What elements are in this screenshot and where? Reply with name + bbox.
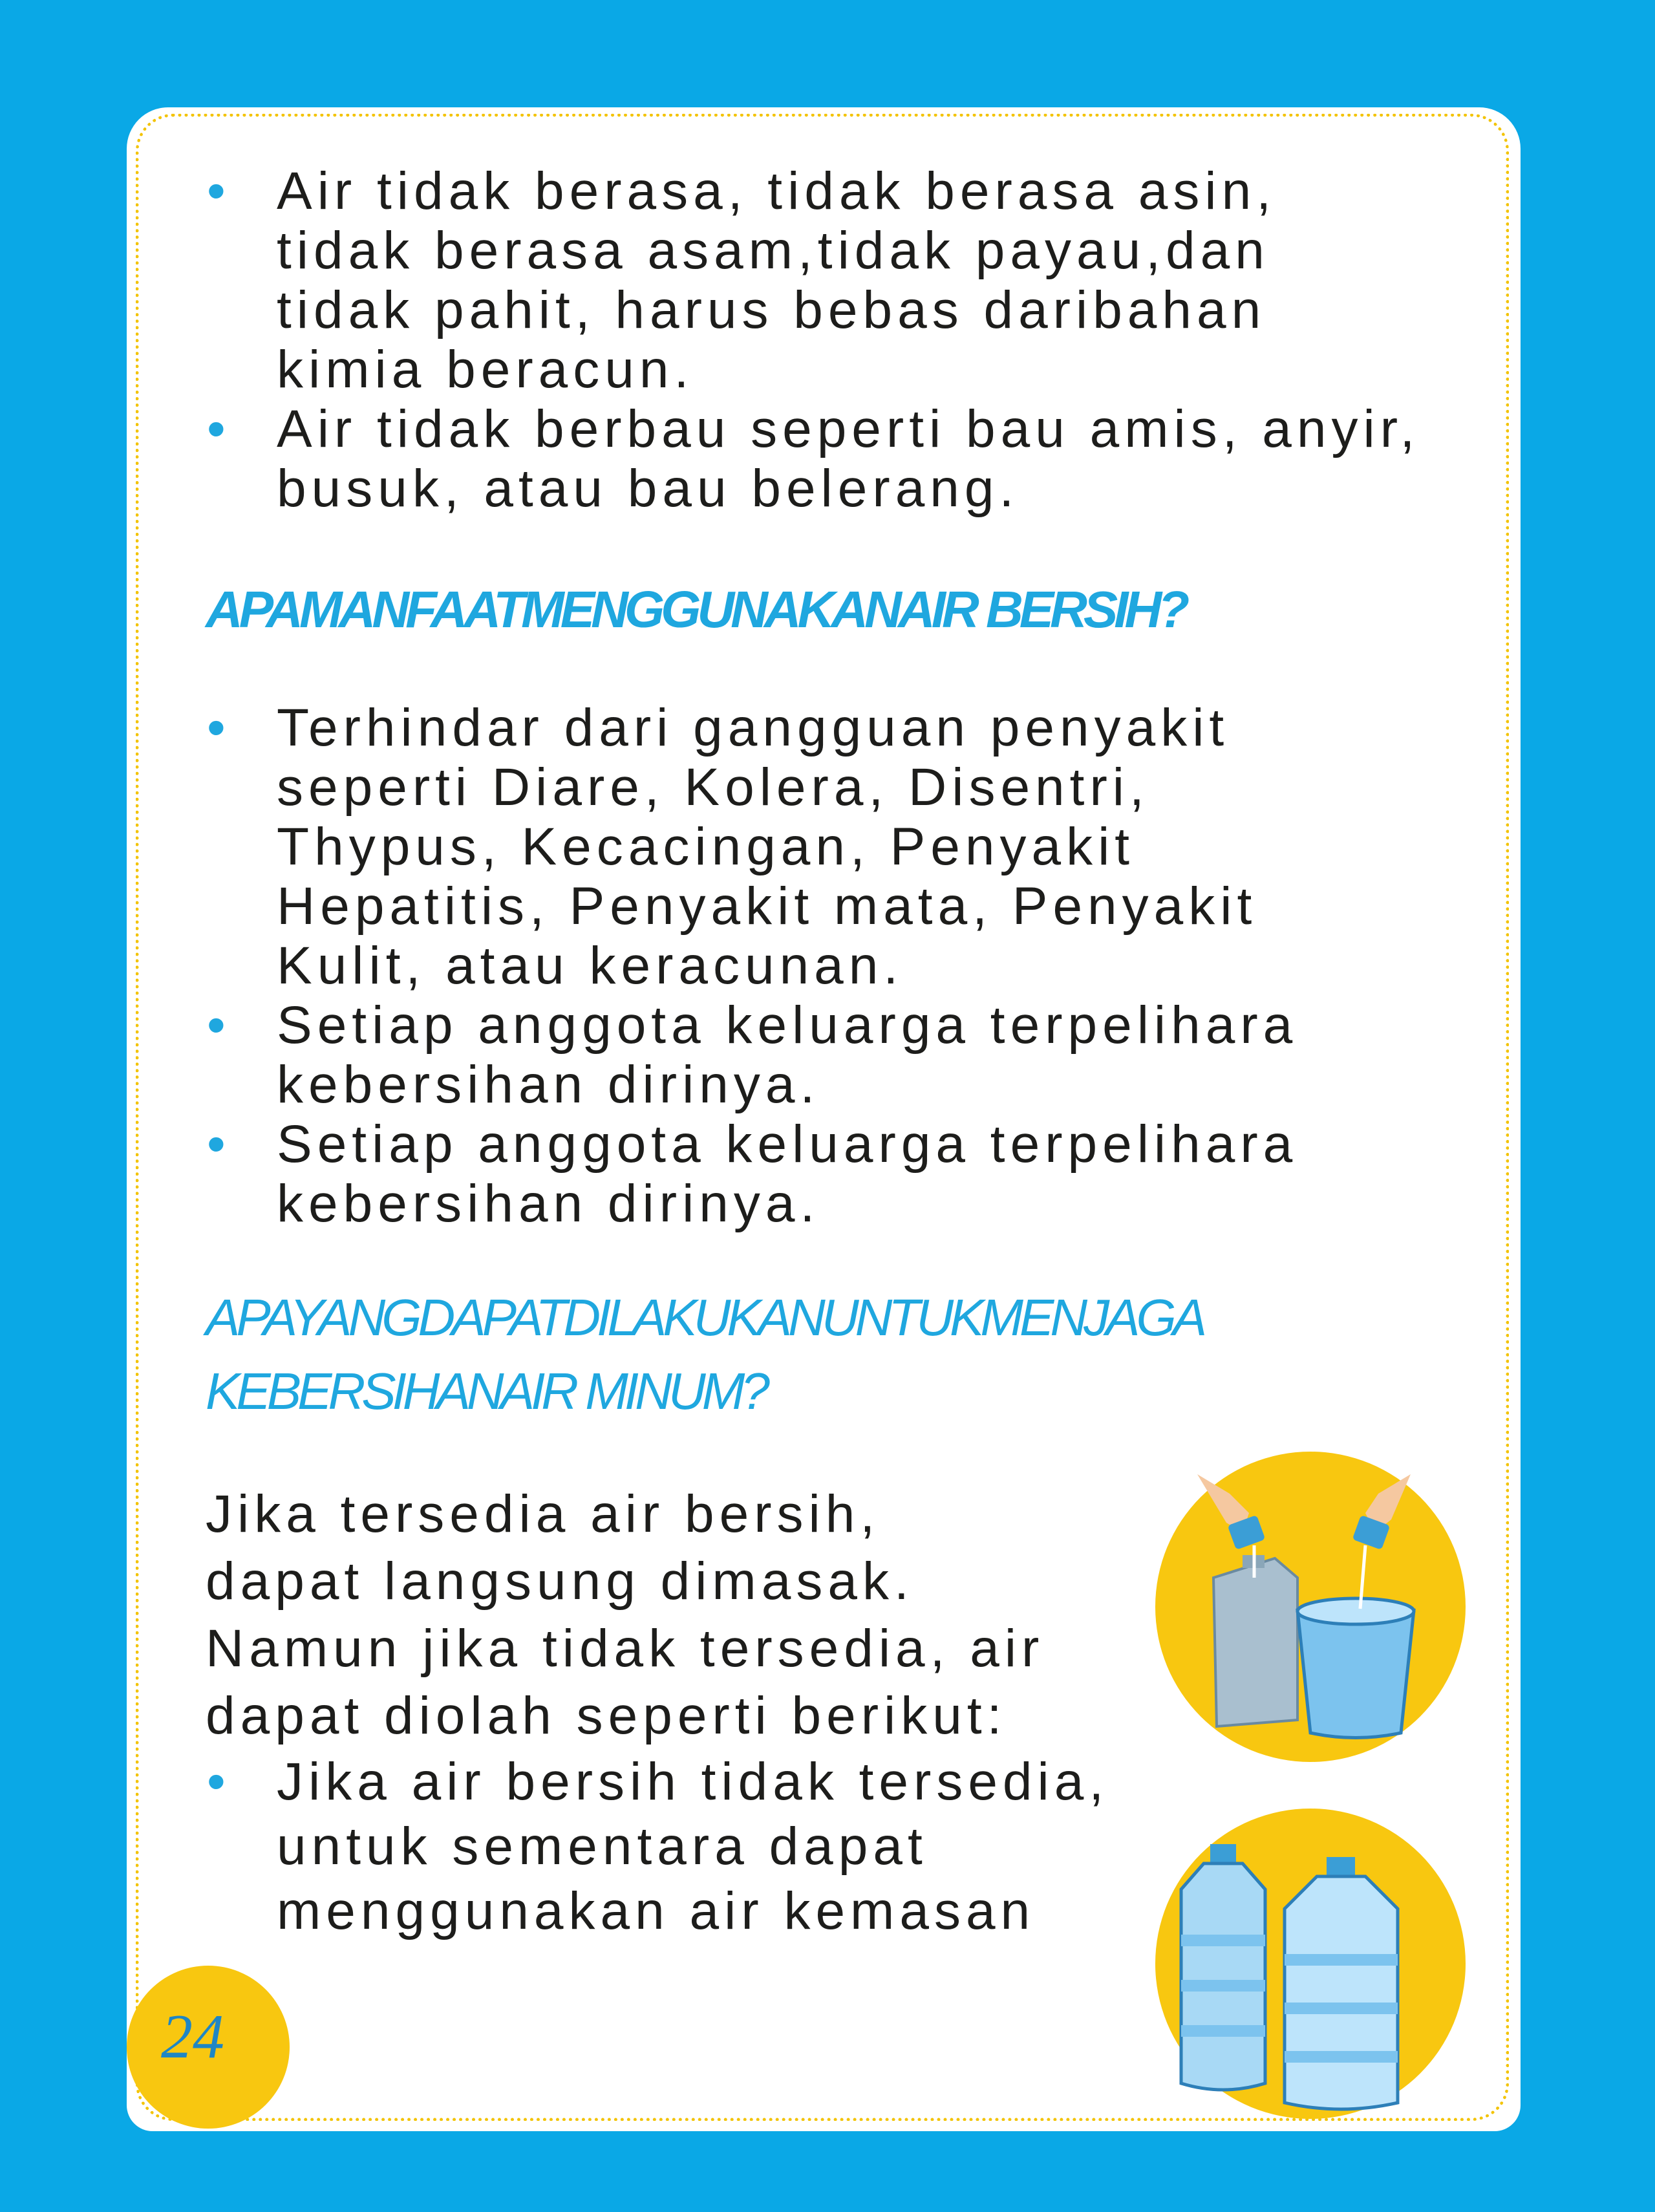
paragraph-line: Namun jika tidak tersedia, air [206,1619,1045,1678]
bullet-list [206,1750,1143,1944]
list-item: • Jika air bersih tidak tersedia, untuk sementara dapat menggunakan air kemasan [207,1752,1109,1940]
section-water-treatment [206,1481,1143,1944]
list-item: • Air tidak berbau seperti bau amis, anyir, busuk, atau bau belerang. [207,400,1420,518]
section-heading-keeping-water-clean [206,1283,1434,1426]
section-benefits [206,698,1369,1234]
section-water-quality [206,162,1421,519]
list-item: • Air tidak berasa, tidak berasa asin, tidak berasa asam,tidak payau,dan tidak pahit, harus bebas daribahan kimia beracun. [207,162,1276,399]
heading-line: APAYANGDAPATDILAKUKANUNTUKMENJAGA [206,1289,1204,1346]
paragraph-line: dapat diolah seperti berikut: [206,1686,1007,1745]
page-number-badge [127,1966,290,2129]
bullet-list [206,698,1369,1234]
water-gallon-illustration [1152,1805,1469,2122]
water-pouring-illustration [1152,1448,1469,1765]
page-number: 24 [161,2002,224,2072]
list-item: • Setiap anggota keluarga terpelihara kebersihan dirinya. [207,996,1298,1114]
section-heading-benefits: APAMANFAATMENGGUNAKANAIR BERSIH? [206,581,1186,638]
list-item: • Setiap anggota keluarga terpelihara kebersihan dirinya. [207,1115,1298,1233]
paragraph-line: dapat langsung dimasak. [206,1552,914,1611]
heading-line: KEBERSIHANAIR MINUM? [206,1362,766,1420]
bullet-list [206,162,1421,519]
paragraph-line: Jika tersedia air bersih, [206,1485,881,1543]
list-item: • Terhindar dari gangguan penyakit seperti Diare, Kolera, Disentri, Thypus, Kecacingan, Penyakit Hepatitis, Penyakit mata, Penyakit Kulit, atau keracunan. [207,698,1257,995]
